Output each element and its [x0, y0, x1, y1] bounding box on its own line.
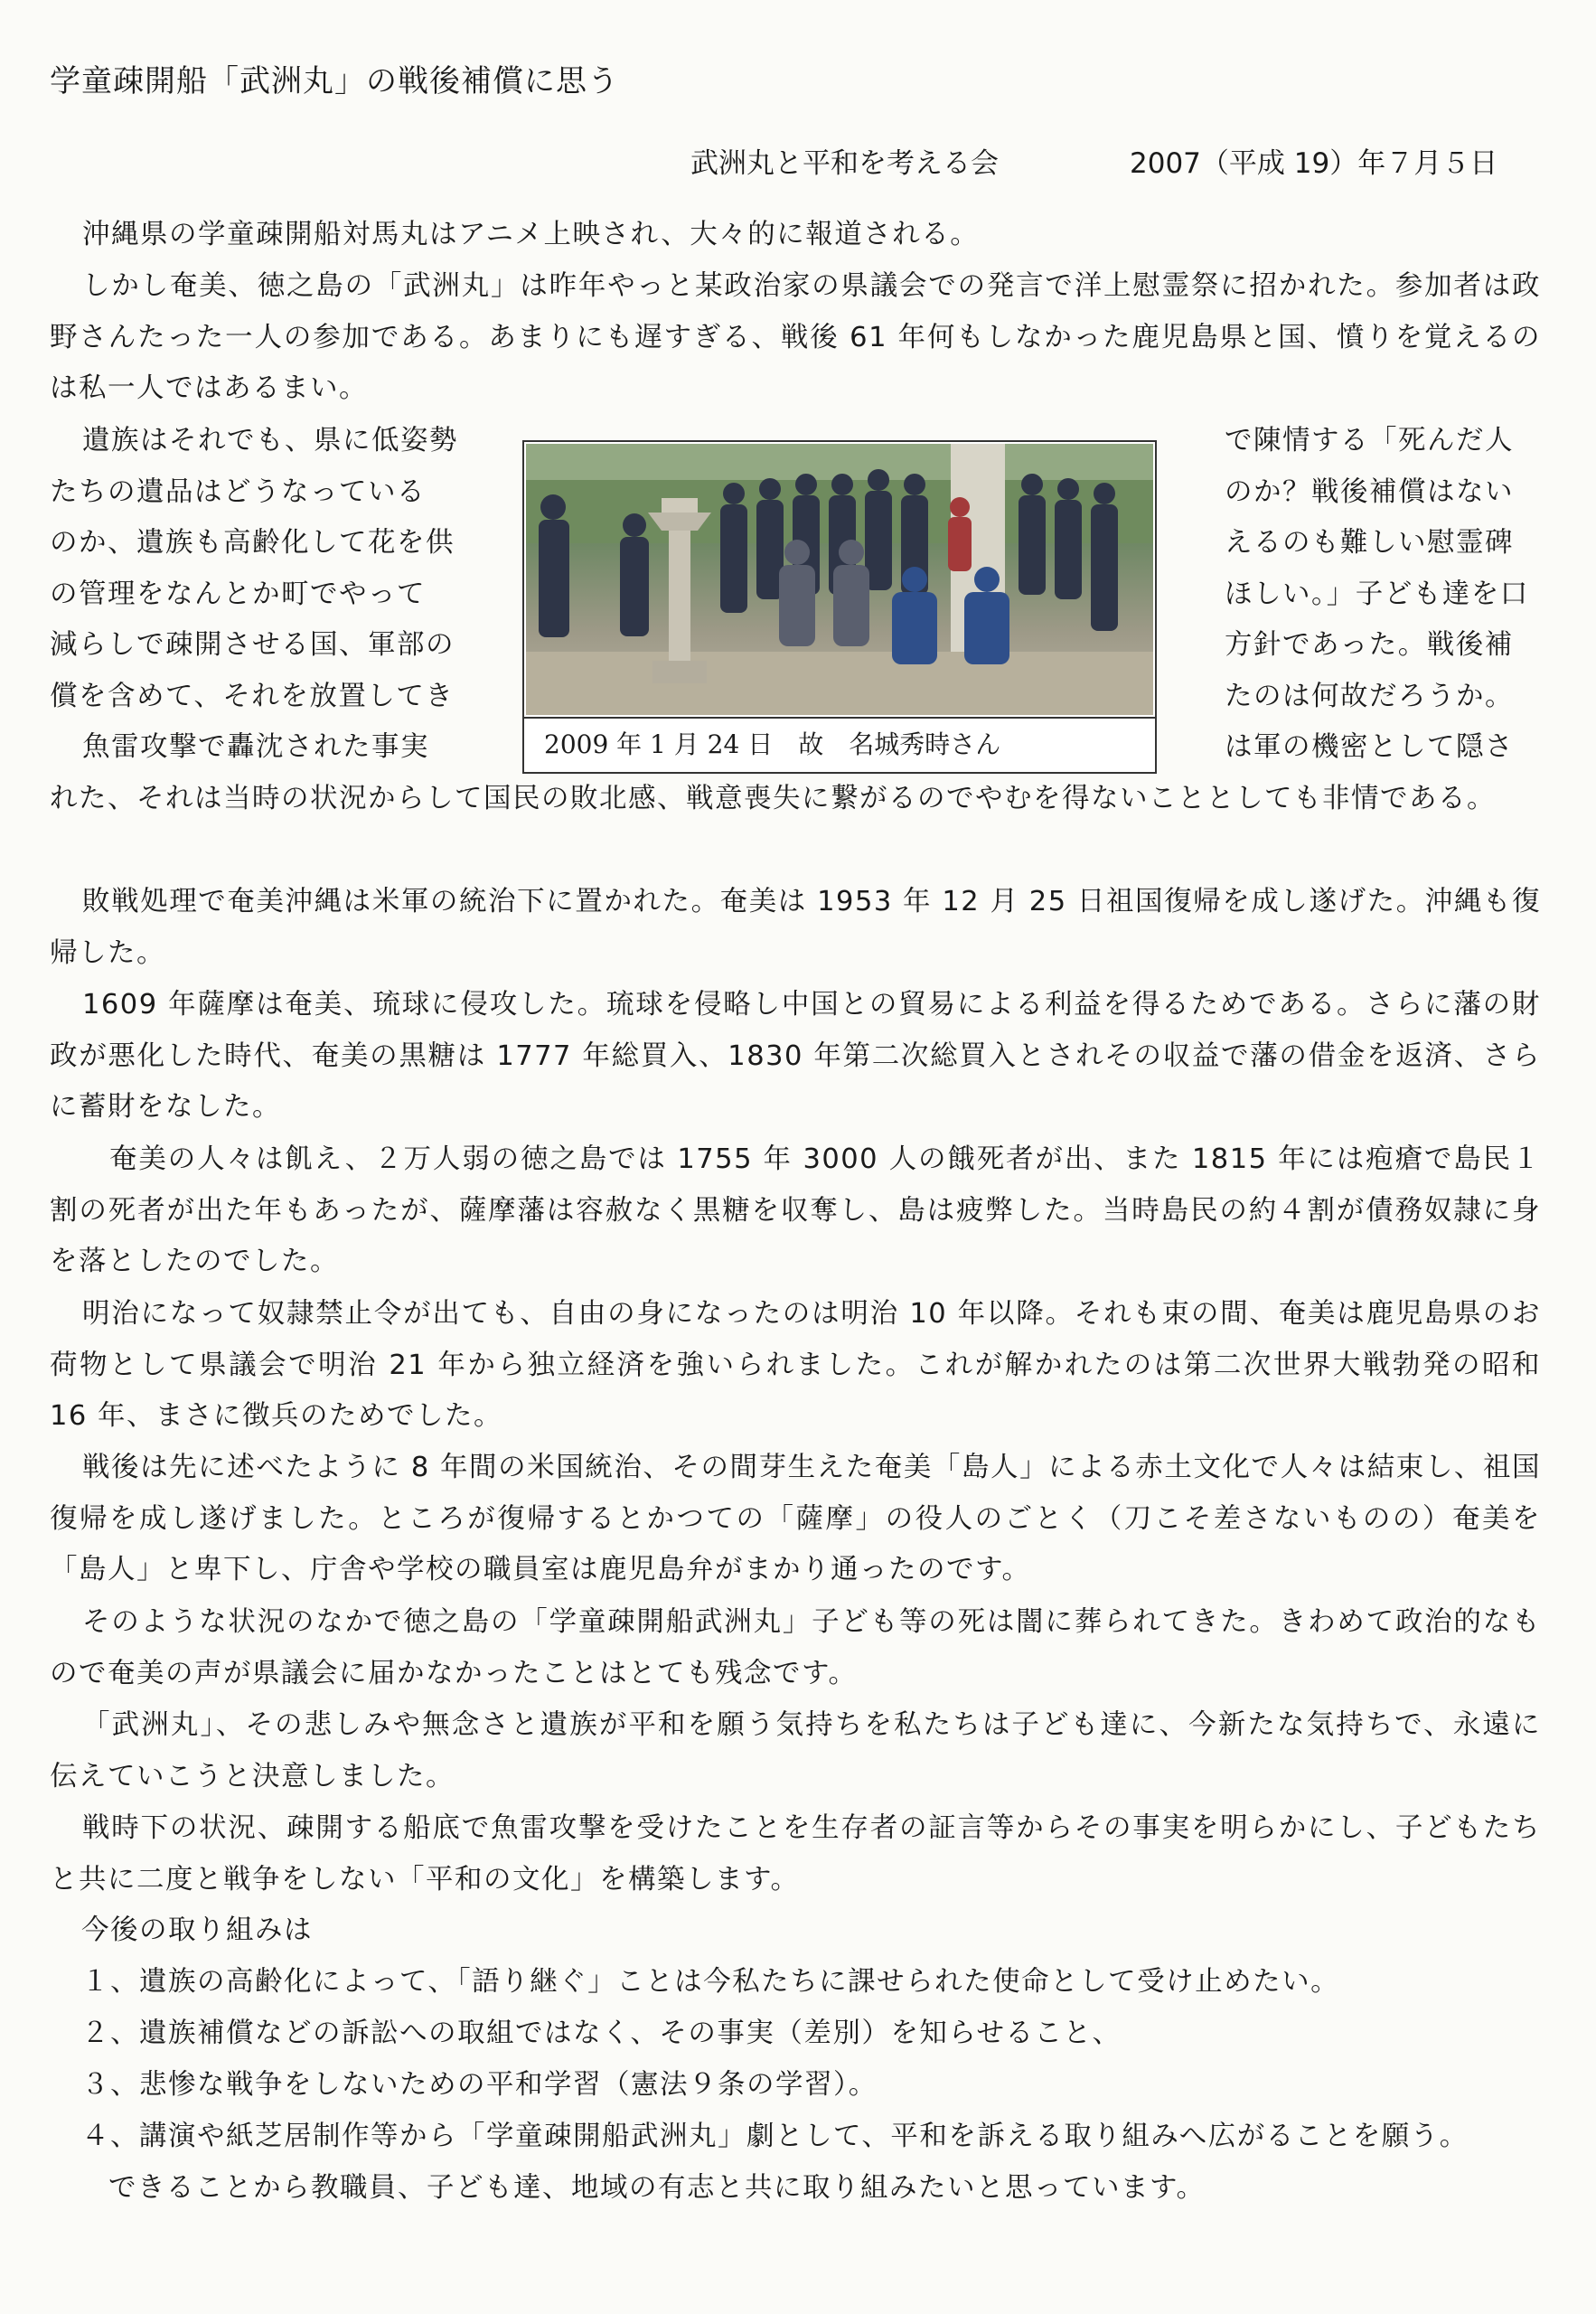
paragraph-11: 戦時下の状況、疎開する船底で魚雷攻撃を受けたことを生存者の証言等からその事実を明らかにし、子どもたちと共に二度と戦争をしない「平和の文化」を構築します。 — [50, 1812, 1541, 1895]
photo-caption: 2009 年 1 月 24 日 故 名城秀時さん — [524, 717, 1155, 771]
wrap-right-column — [1225, 416, 1529, 774]
list-heading: 今後の取り組みは — [81, 1914, 313, 1946]
list-item: ３、悲惨な戦争をしないための平和学習（憲法９条の学習）。 — [81, 2069, 878, 2101]
wrap-left-line: 遺族はそれでも、県に低姿勢 — [82, 425, 458, 456]
paragraph-6: 奄美の人々は飢え、２万人弱の徳之島では 1755 年 3000 人の餓死者が出、また 1815 年には疱瘡で島民１割の死者が出た年もあったが、薩摩藩は容赦なく黒糖を収奪し、島は疲弊した。当時島民の約４割が債務奴隷に身を落としたのでした。 — [50, 1143, 1541, 1277]
list-item: ４、講演や紙芝居制作等から「学童疎開船武洲丸」劇として、平和を訴える取り組みへ広がることを願う。 — [81, 2121, 1469, 2152]
organization-name: 武洲丸と平和を考える会 — [690, 147, 999, 180]
wrap-left-line: の管理をなんとか町でやって — [50, 578, 426, 610]
paragraph-10: 「武洲丸」、その悲しみや無念さと遺族が平和を願う気持ちを私たちは子ども達に、今新たな気持ちで、永遠に伝えていこうと決意しました。 — [50, 1709, 1541, 1792]
wrap-right-line: たのは何故だろうか。 — [1225, 680, 1514, 712]
wrap-right-line: 方針であった。戦後補 — [1225, 629, 1514, 661]
document-title: 学童疎開船「武洲丸」の戦後補償に思う — [50, 63, 619, 99]
photo-frame — [522, 440, 1157, 774]
wrap-right-line: えるのも難しい慰霊碑 — [1225, 527, 1514, 559]
wrap-right-line: は軍の機密として隠さ — [1225, 731, 1514, 763]
wrap-left-line: 魚雷攻撃で轟沈された事実 — [82, 731, 429, 763]
wrap-left-line: のか、遺族も高齢化して花を供 — [50, 527, 455, 559]
list-item: １、遺族の高齢化によって、「語り継ぐ」ことは今私たちに課せられた使命として受け止めたい。 — [81, 1966, 1340, 1998]
paragraph-5: 1609 年薩摩は奄美、琉球に侵攻した。琉球を侵略し中国との貿易による利益を得るためである。さらに藩の財政が悪化した時代、奄美の黒糖は 1777 年総買入、1830 年第二次総買入とされその収益で藩の借金を返済、さらに蓄財をなした。 — [50, 989, 1541, 1123]
paragraph-7: 明治になって奴隷禁止令が出ても、自由の身になったのは明治 10 年以降。それも束の間、奄美は鹿児島県のお荷物として県議会で明治 21 年から独立経済を強いられました。これが解かれたのは第二次世界大戦勃発の昭和 16 年、まさに徴兵のためでした。 — [50, 1298, 1541, 1432]
paragraph-4: 敗戦処理で奄美沖縄は米軍の統治下に置かれた。奄美は 1953 年 12 月 25 日祖国復帰を成し遂げた。沖縄も復帰した。 — [50, 886, 1541, 969]
wrap-right-line: のか？戦後補償はない — [1225, 475, 1514, 508]
paragraph-2: しかし奄美、徳之島の「武洲丸」は昨年やっと某政治家の県議会での発言で洋上慰霊祭に招かれた。参加者は政野さんたった一人の参加である。あまりにも遅すぎる、戦後 61 年何もしなかった鹿児島県と国、憤りを覚えるのは私一人ではあるまい。 — [50, 270, 1541, 404]
wrap-left-column — [50, 416, 458, 774]
group-photo-illustration — [526, 444, 1153, 715]
wrap-right-line: ほしい。」子ども達を口 — [1225, 578, 1529, 610]
wrap-right-line: で陳情する「死んだ人 — [1225, 425, 1514, 456]
closing-line: できることから教職員、子ども達、地域の有志と共に取り組みたいと思っています。 — [108, 2172, 1206, 2204]
paragraph-9: そのような状況のなかで徳之島の「学童疎開船武洲丸」子ども等の死は闇に葬られてきた。きわめて政治的なもので奄美の声が県議会に届かなかったことはとても残念です。 — [50, 1606, 1541, 1689]
document-date: 2007（平成 19）年７月５日 — [1130, 147, 1498, 180]
paragraph-3-continued: れた、それは当時の状況からして国民の敗北感、戦意喪失に繋がるのでやむを得ないこととしても非情である。 — [50, 783, 1496, 814]
group-photo — [526, 444, 1153, 715]
list-item: ２、遺族補償などの訴訟への取組ではなく、その事実（差別）を知らせること、 — [81, 2018, 1122, 2049]
paragraph-8: 戦後は先に述べたように 8 年間の米国統治、その間芽生えた奄美「島人」による赤土文化で人々は結束し、祖国復帰を成し遂げました。ところが復帰するとかつての「薩摩」の役人のごとく（刀こそ差さないものの）奄美を「島人」と卑下し、庁舎や学校の職員室は鹿児島弁がまかり通ったのです。 — [50, 1452, 1541, 1585]
wrap-left-line: 償を含めて、それを放置してき — [50, 680, 455, 712]
paragraph-1: 沖縄県の学童疎開船対馬丸はアニメ上映され、大々的に報道される。 — [82, 219, 980, 250]
wrap-left-line: たちの遺品はどうなっている — [50, 475, 426, 508]
wrap-left-line: 減らしで疎開させる国、軍部の — [50, 629, 455, 661]
